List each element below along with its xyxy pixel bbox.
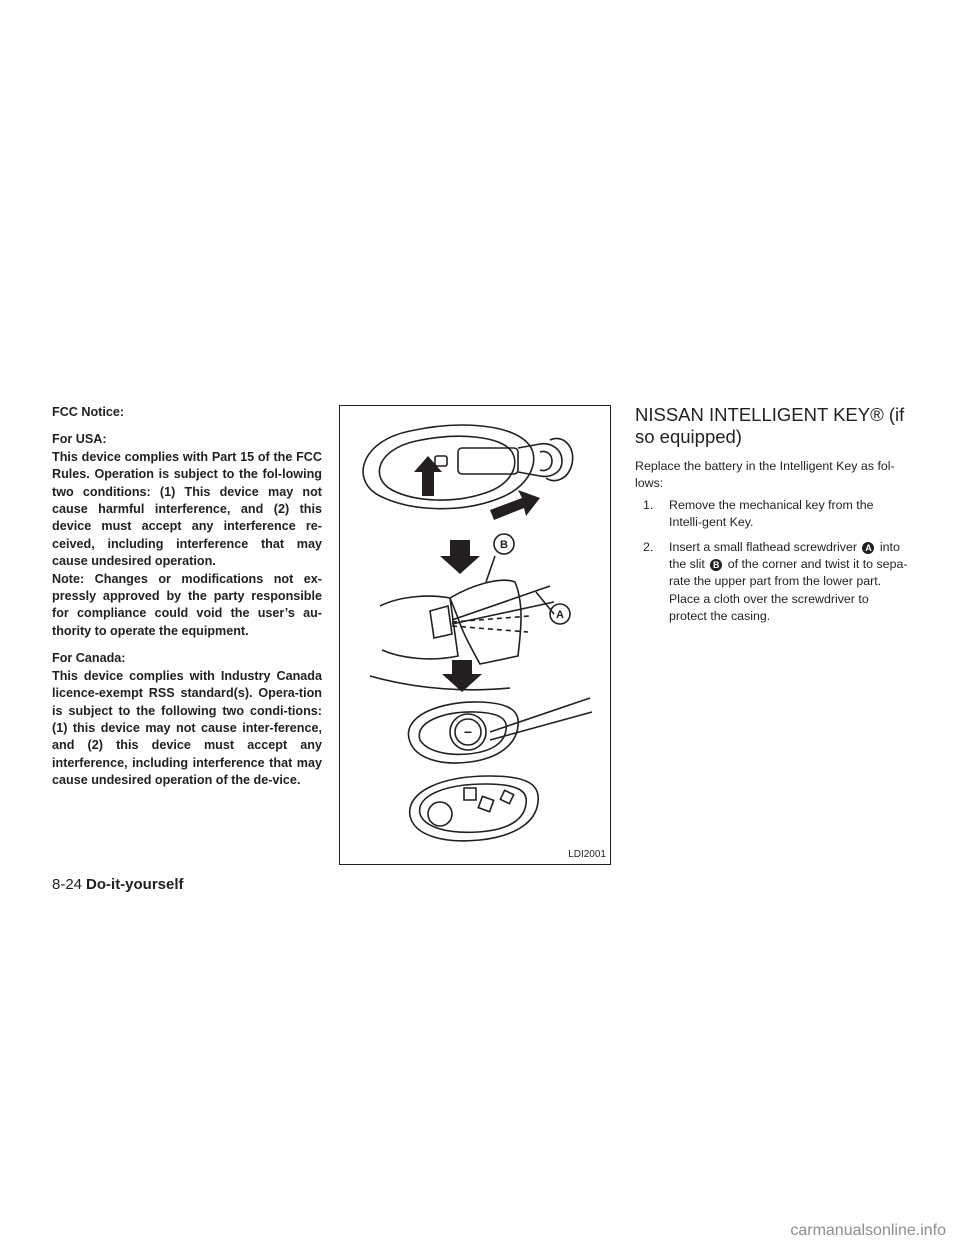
step-text-part: of the corner and twist it to sepa-rate the upper part from the lower part. Place a cloth over the screwdriver to protect the casing. xyxy=(669,557,908,624)
steps-list xyxy=(635,497,909,626)
key-battery-figure xyxy=(339,405,611,865)
note-text: Note: Changes or modifications not ex-pressly approved by the party responsible for compliance could void the user’s au-thority to operate the equipment. xyxy=(52,571,322,638)
watermark-text: carmanualsonline.info xyxy=(790,1222,946,1239)
intro-text: Replace the battery in the Intelligent Key as fol-lows: xyxy=(635,459,895,491)
fcc-notice-column xyxy=(52,404,322,800)
step-number: 1. xyxy=(643,497,654,512)
figure-label-b: B xyxy=(500,539,508,551)
page-footer xyxy=(52,876,184,894)
battery-minus-sign: − xyxy=(463,724,473,740)
canada-text: This device complies with Industry Canada licence-exempt RSS standard(s). Opera-tion is subject to the following two condi-tions: (1) this device may not cause inter-ference, and (2) this device must accept any interference, including interference that may cause undesired operation of the de-vice. xyxy=(52,668,322,788)
page-number: 8-24 xyxy=(52,876,83,893)
fcc-heading: FCC Notice: xyxy=(52,405,125,419)
intelligent-key-column xyxy=(635,404,909,633)
list-item xyxy=(643,497,909,532)
callout-b-icon: B xyxy=(710,559,722,571)
usa-heading: For USA: xyxy=(52,432,107,447)
section-title: NISSAN INTELLIGENT KEY® (if so equipped) xyxy=(635,404,905,447)
canada-heading: For Canada: xyxy=(52,651,126,666)
figure-code: LDI2001 xyxy=(568,849,606,860)
key-illustration xyxy=(340,406,610,864)
section-name: Do-it-yourself xyxy=(86,876,184,893)
step-number: 2. xyxy=(643,539,654,554)
key-opened-illustration xyxy=(408,698,592,841)
direction-arrows xyxy=(414,456,540,692)
callout-a-icon: A xyxy=(862,542,874,554)
step-text-part: Insert a small flathead screwdriver xyxy=(669,539,857,554)
step-text: Remove the mechanical key from the Intelli-gent Key. xyxy=(669,497,874,530)
usa-text: This device complies with Part 15 of the FCC Rules. Operation is subject to the fol-lowing two conditions: (1) This device may not cause harmful interference, and (2) this device must accept any interference re-ceived, including interference that may cause undesired operation. xyxy=(52,449,322,569)
list-item xyxy=(643,539,909,626)
intelligent-key-top-illustration xyxy=(363,425,573,509)
step-text-part: into the slit xyxy=(669,539,900,572)
figure-label-a: A xyxy=(556,609,564,621)
